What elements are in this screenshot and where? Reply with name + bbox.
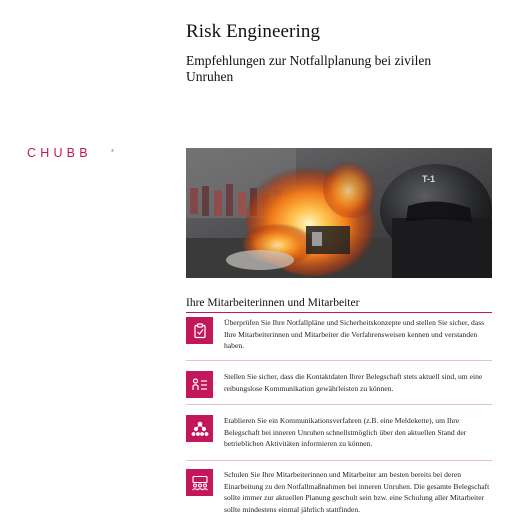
communication-chain-icon <box>186 415 213 442</box>
item-text: Etablieren Sie ein Kommunikationsverfahren (z.B. eine Meldekette), um Ihre Belegschaft bei inneren Unruhen schnellstmöglich über den aktuellen Stand der betrieblichen Aktivitäten informieren zu können. <box>224 416 467 449</box>
item-text: Überprüfen Sie Ihre Notfallpläne und Sicherheitskonzepte und stellen Sie sicher, dass Ihre Mitarbeiterinnen und Mitarbeiter die Verfahrensweisen kennen und verstanden haben. <box>224 318 485 351</box>
training-group-icon <box>186 469 213 496</box>
clipboard-icon <box>186 317 213 344</box>
svg-text:T-1: T-1 <box>422 174 436 184</box>
section-heading: Ihre Mitarbeiterinnen und Mitarbeiter <box>186 297 360 309</box>
document-title: Risk Engineering <box>186 21 321 42</box>
document-subtitle: Empfehlungen zur Notfallplanung bei zivilen Unruhen <box>186 53 432 84</box>
item-text: Schulen Sie Ihre Mitarbeiterinnen und Mitarbeiter am besten bereits bei deren Einarbeitung zu den Notfallmaßnahmen bei inneren Unruhen. Die gesamte Belegschaft sollte immer zur aktuellen Planung geschult sein bzw. eine Schulung aller Mitarbeiter sollte mindestens einmal jährlich stattfinden. <box>224 470 490 514</box>
item-divider <box>186 460 492 461</box>
contact-list-icon <box>186 371 213 398</box>
item-text: Stellen Sie sicher, dass die Kontaktdaten Ihrer Belegschaft stets aktuell sind, um eine reibungslose Kommunikation gewährleisten zu können. <box>224 372 483 393</box>
item-divider <box>186 360 492 361</box>
riot-photo <box>186 148 492 278</box>
item-divider <box>186 404 492 405</box>
section-divider <box>186 312 492 313</box>
logo-registered-mark: ® <box>111 148 114 153</box>
chubb-logo: CHUBB <box>27 146 92 160</box>
